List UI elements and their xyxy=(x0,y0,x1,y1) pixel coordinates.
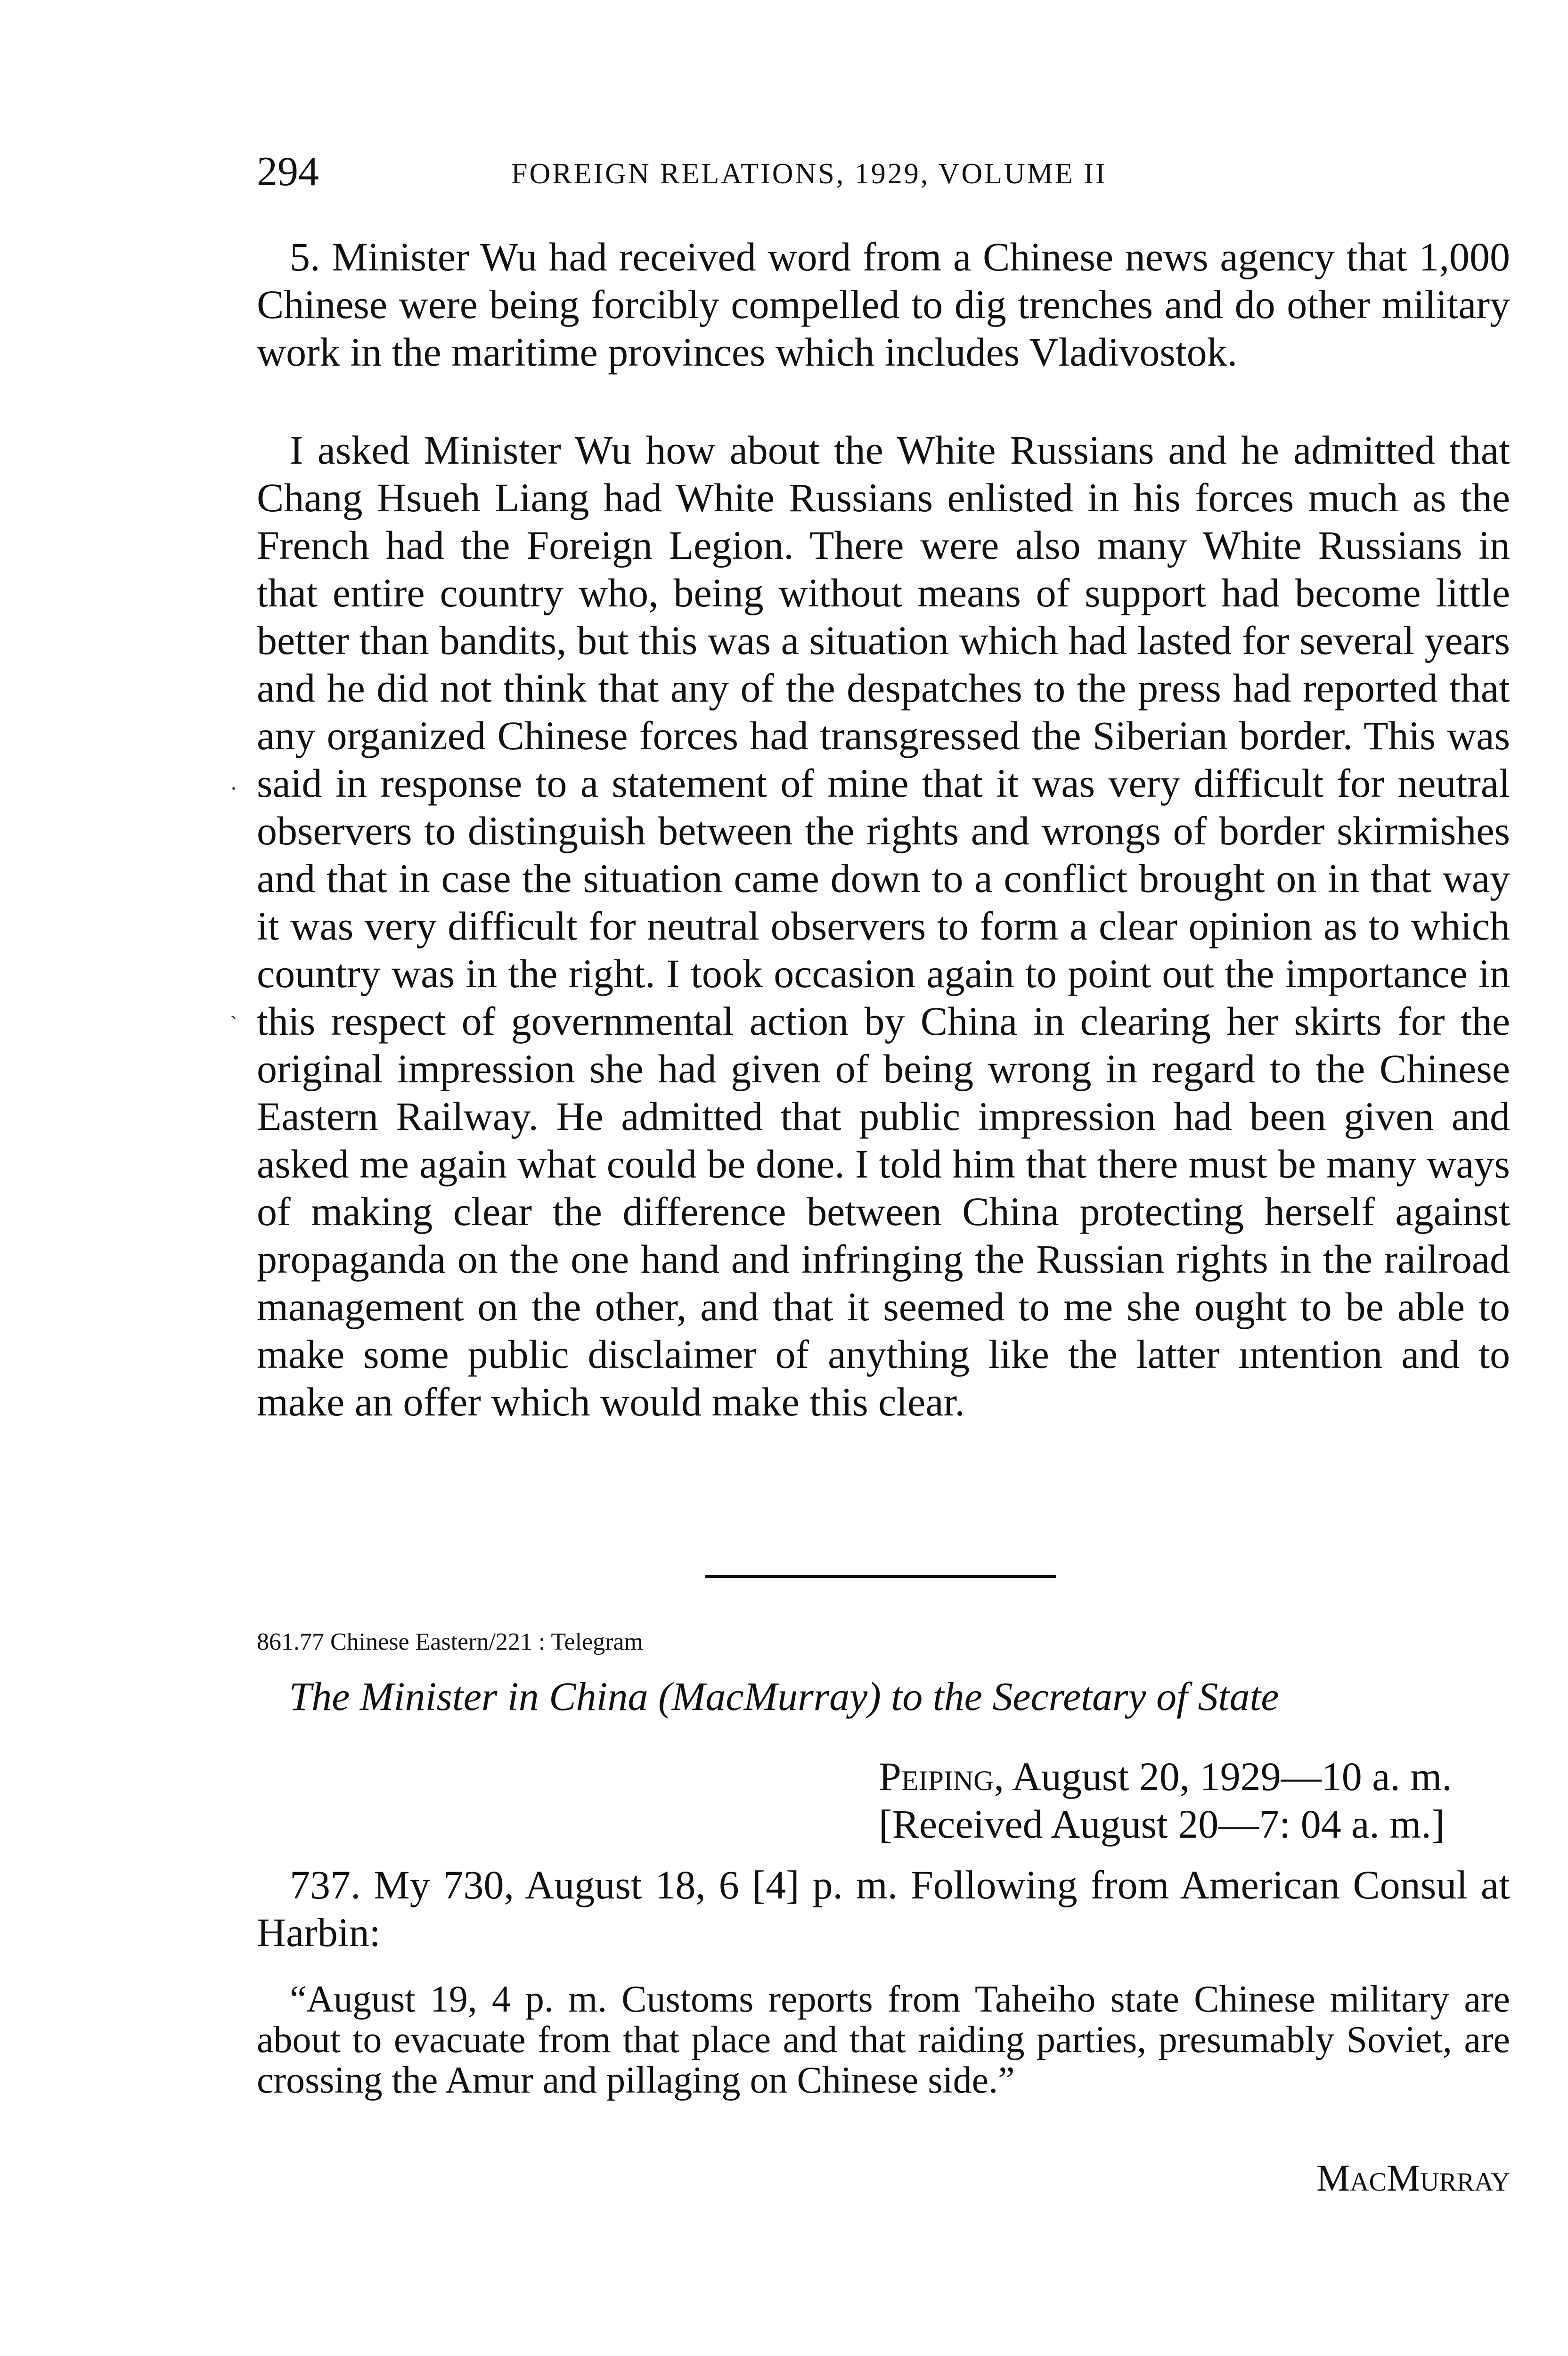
body-paragraph-block xyxy=(257,233,1510,376)
quoted-message xyxy=(257,1979,1510,2101)
received-line: [Received August 20—7: 04 a. m.] xyxy=(879,1801,1445,1847)
margin-mark-dot: · xyxy=(230,776,237,801)
quote-paragraph: “August 19, 4 p. m. Customs reports from Taheiho state Chinese military are about to evacuate from that place and that raiding parties, presumably Soviet, are crossing the Amur and pillaging on Chinese side.” xyxy=(257,1979,1510,2101)
page-header xyxy=(257,148,1510,200)
file-reference: 861.77 Chinese Eastern/221 : Telegram xyxy=(257,1628,643,1655)
dateline-line xyxy=(879,1753,1452,1800)
running-head: FOREIGN RELATIONS, 1929, VOLUME II xyxy=(511,158,1107,190)
dateline-place: Peiping xyxy=(879,1754,994,1799)
document-title: The Minister in China (MacMurray) to the Secretary of State xyxy=(289,1674,1279,1719)
page-number: 294 xyxy=(257,149,319,195)
paragraph-item-5: 5. Minister Wu had received word from a Chinese news agency that 1,000 Chinese were being forcibly compelled to dig trenches and do other military work in the maritime provinces which includes Vladivostok. xyxy=(257,234,1510,375)
body-paragraph-block-2 xyxy=(257,426,1510,1426)
telegram-body xyxy=(257,1861,1510,1956)
paragraph-white-russians: I asked Minister Wu how about the White Russians and he admitted that Chang Hsueh Liang had White Russians enlisted in his forces much as the French had the Foreign Legion. There were also many White Russians in that entire country who, being without means of support had become little better than bandits, but this was a situation which had lasted for several years and he did not think that any of the despatches to the press had reported that any organized Chinese forces had transgressed the Siberian border. This was said in response to a statement of mine that it was very difficult for neutral observers to distinguish between the rights and wrongs of border skirmishes and that in case the situation came down to a conflict brought on in that way it was very difficult for neutral observers to form a clear opinion as to which country was in the right. I took occasion again to point out the importance in this respect of governmental action by China in clearing her skirts for the original impression she had given of being wrong in regard to the Chinese Eastern Railway. He admitted that public impression had been given and asked me again what could be done. I told him that there must be many ways of making clear the difference between China protecting herself against propaganda on the one hand and infringing the Russian rights in the railroad management on the other, and that it seemed to me she ought to be able to make some public disclaimer of anything like the latter ıntention and to make an offer which would make this clear. xyxy=(257,427,1510,1424)
signature: MacMurray xyxy=(1316,2158,1510,2199)
margin-mark-tick: ˋ xyxy=(230,1012,237,1037)
dateline-date: , August 20, 1929—10 a. m. xyxy=(994,1754,1452,1799)
dateline xyxy=(879,1753,1452,1848)
section-divider xyxy=(705,1575,1056,1578)
telegram-paragraph: 737. My 730, August 18, 6 [4] p. m. Following from American Consul at Harbin: xyxy=(257,1862,1510,1955)
